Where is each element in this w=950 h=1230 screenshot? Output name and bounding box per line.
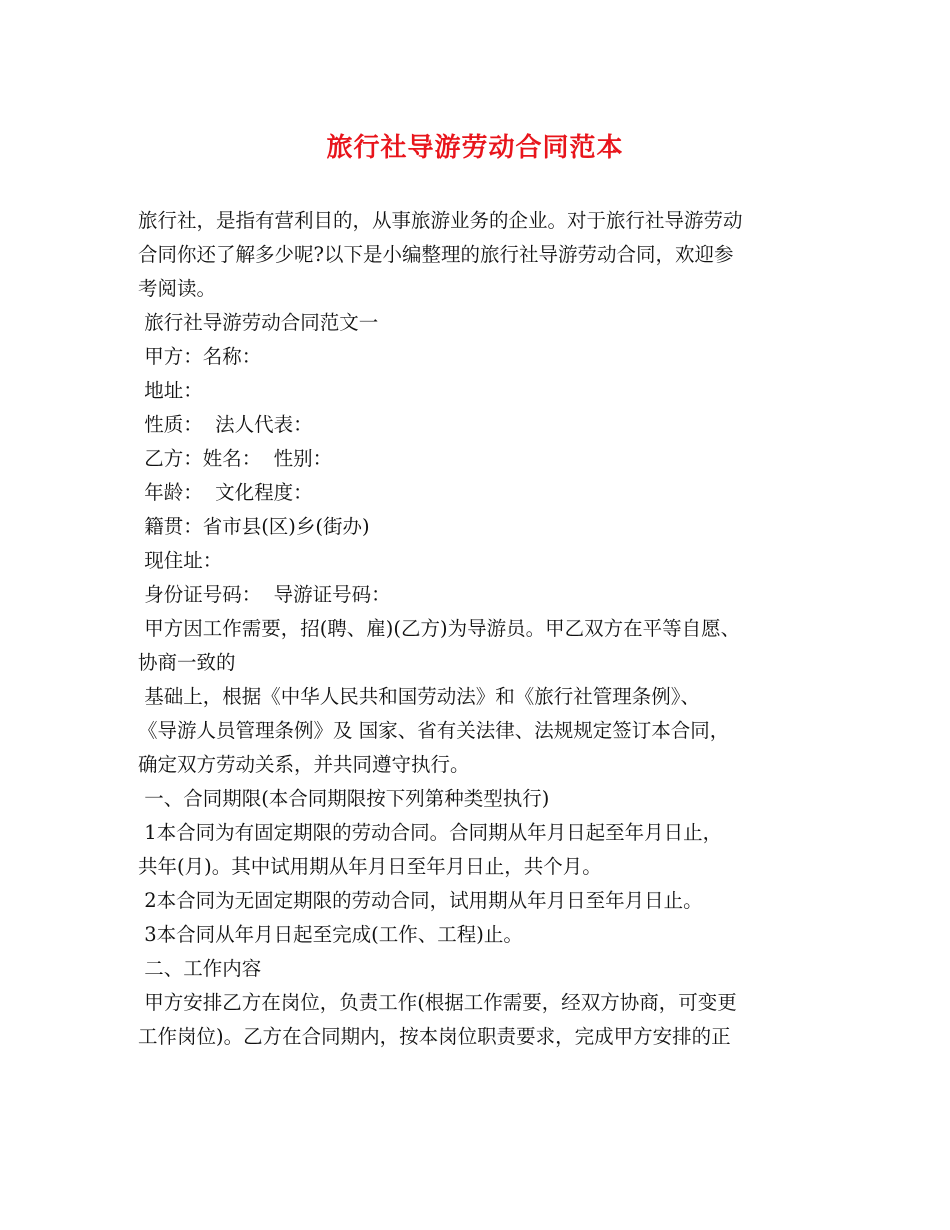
form-field-id-number: 身份证号码： 导游证号码： (138, 583, 391, 606)
document-body (138, 204, 818, 1054)
section-heading: 旅行社导游劳动合同范文一 (138, 311, 379, 334)
body-line: 《导游人员管理条例》及 国家、省有关法律、法规规定签订本合同， (138, 719, 730, 742)
body-line: 3本合同从年月日起至完成(工作、工程)止。 (138, 923, 523, 946)
form-field-origin: 籍贯：省市县(区)乡(街办) (138, 515, 370, 538)
body-line: 基础上，根据《中华人民共和国劳动法》和《旅行社管理条例》、 (138, 685, 700, 708)
body-line: 合同你还了解多少呢?以下是小编整理的旅行社导游劳动合同，欢迎参 (138, 243, 734, 266)
form-field-nature: 性质： 法人代表： (138, 413, 313, 436)
body-line: 确定双方劳动关系，并共同遵守执行。 (138, 753, 470, 776)
body-line: 工作岗位)。乙方在合同期内，按本岗位职责要求，完成甲方安排的正 (138, 1025, 731, 1048)
form-field-residence: 现住址： (138, 549, 223, 572)
body-line: 共年(月)。其中试用期从年月日至年月日止，共个月。 (138, 855, 602, 878)
body-line: 2本合同为无固定期限的劳动合同，试用期从年月日至年月日止。 (138, 889, 703, 912)
body-line: 甲方因工作需要，招(聘、雇)(乙方)为导游员。甲乙双方在平等自愿、 (138, 617, 741, 640)
form-field-party-a: 甲方：名称： (138, 345, 262, 368)
document-title: 旅行社导游劳动合同范本 (326, 133, 624, 163)
form-field-age: 年龄： 文化程度： (138, 481, 313, 504)
body-line: 协商一致的 (138, 651, 236, 674)
form-field-address: 地址： (138, 379, 203, 402)
clause-heading: 二、工作内容 (138, 957, 262, 980)
body-line: 甲方安排乙方在岗位，负责工作(根据工作需要，经双方协商，可变更 (138, 991, 737, 1014)
form-field-party-b: 乙方：姓名： 性别： (138, 447, 333, 470)
body-line: 考阅读。 (138, 277, 217, 300)
body-line: 1本合同为有固定期限的劳动合同。合同期从年月日起至年月日止， (138, 821, 723, 844)
clause-heading: 一、合同期限(本合同期限按下列第种类型执行) (138, 787, 550, 810)
body-line: 旅行社，是指有营利目的，从事旅游业务的企业。对于旅行社导游劳动 (138, 209, 743, 232)
